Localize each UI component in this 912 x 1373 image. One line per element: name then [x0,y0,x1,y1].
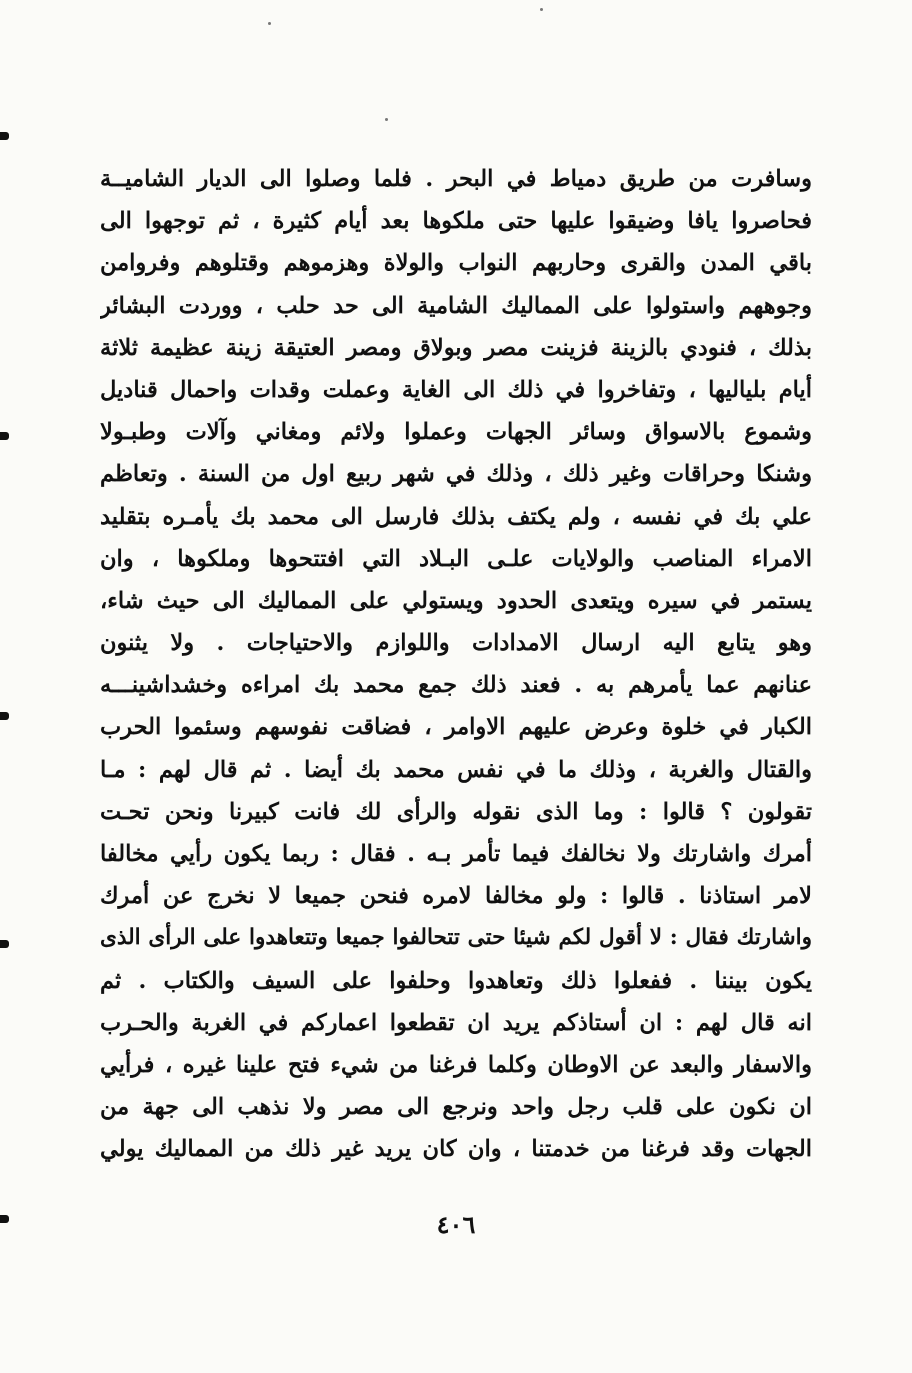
text-line: ان نكون على قلب رجل واحد ونرجع الى مصر ولا نذهب الى جهة من [100,1094,812,1121]
text-line: واشارتك فقال : لا أقول لكم شيئا حتى تتحالفوا جميعا وتتعاهدوا على الرأى الذى [100,925,812,951]
text-line: والقتال والغربة ، وذلك ما في نفس محمد بك أيضا . ثم قال لهم : مـا [100,756,812,783]
text-line: علي بك في نفسه ، ولم يكتف بذلك فارسل الى محمد بك يأمـره بتقليد [100,503,812,530]
scan-speck [268,22,271,25]
text-line: باقي المدن والقرى وحاربهم النواب والولاة وهزموهم وقتلوهم وفروامن [100,250,812,277]
text-line: يكون بيننا . ففعلوا ذلك وتعاهدوا وحلفوا على السيف والكتاب . ثم [100,967,812,994]
text-line: الامراء المناصب والولايات علـى البـلاد التي افتتحوها وملكوها ، وان [100,545,812,572]
binding-mark [0,940,9,948]
text-line: الكبار في خلوة وعرض عليهم الاوامر ، فضاقت نفوسهم وسئموا الحرب [100,714,812,741]
scan-speck [385,118,388,121]
body-text [100,158,812,1171]
text-line: وهو يتابع اليه ارسال الامدادات واللوازم والاحتياجات . ولا يثنون [100,630,812,657]
page-number: ٤٠٦ [436,1210,476,1239]
text-line: فحاصروا يافا وضيقوا عليها حتى ملكوها بعد أيام كثيرة ، ثم توجهوا الى [100,208,812,235]
text-line: عنانهم عما يأمرهم به . فعند ذلك جمع محمد بك امراءه وخشداشينـــه [100,672,812,699]
text-line: يستمر في سيره ويتعدى الحدود ويستولي على المماليك الى حيث شاء، [100,587,812,614]
text-line: لامر استاذنا . قالوا : ولو مخالفا لامره فنحن جميعا لا نخرج عن أمرك [100,883,812,910]
text-line: الجهات وقد فرغنا من خدمتنا ، وان كان يريد غير ذلك من المماليك يولي [100,1136,812,1163]
scan-speck [540,8,543,11]
text-line: وسافرت من طريق دمياط في البحر . فلما وصلوا الى الديار الشاميــة [100,166,812,192]
text-line: أمرك واشارتك ولا نخالفك فيما تأمر بـه . فقال : ربما يكون رأيي مخالفا [100,841,812,867]
binding-mark [0,712,9,720]
text-line: وشموع بالاسواق وسائر الجهات وعملوا ولائم ومغاني وآلات وطبـولا [100,419,812,446]
text-line: تقولون ؟ قالوا : وما الذى نقوله والرأى لك فانت كبيرنا ونحن تحـت [100,798,812,825]
text-line: وجوههم واستولوا على المماليك الشامية الى حد حلب ، ووردت البشائر [100,292,812,319]
text-line: أيام بلياليها ، وتفاخروا في ذلك الى الغاية وعملت وقدات واحمال قناديل [100,376,812,403]
binding-mark [0,132,9,140]
text-line: انه قال لهم : ان أستاذكم يريد ان تقطعوا اعماركم في الغربة والحـرب [100,1009,812,1036]
binding-mark [0,432,9,440]
text-line: والاسفار والبعد عن الاوطان وكلما فرغنا من شيء فتح علينا غيره ، فرأيي [100,1051,812,1078]
text-line: وشنكا وحراقات وغير ذلك ، وذلك في شهر ربيع اول من السنة . وتعاظم [100,461,812,488]
text-line: بذلك ، فنودي بالزينة فزينت مصر وبولاق ومصر العتيقة زينة عظيمة ثلاثة [100,334,812,361]
